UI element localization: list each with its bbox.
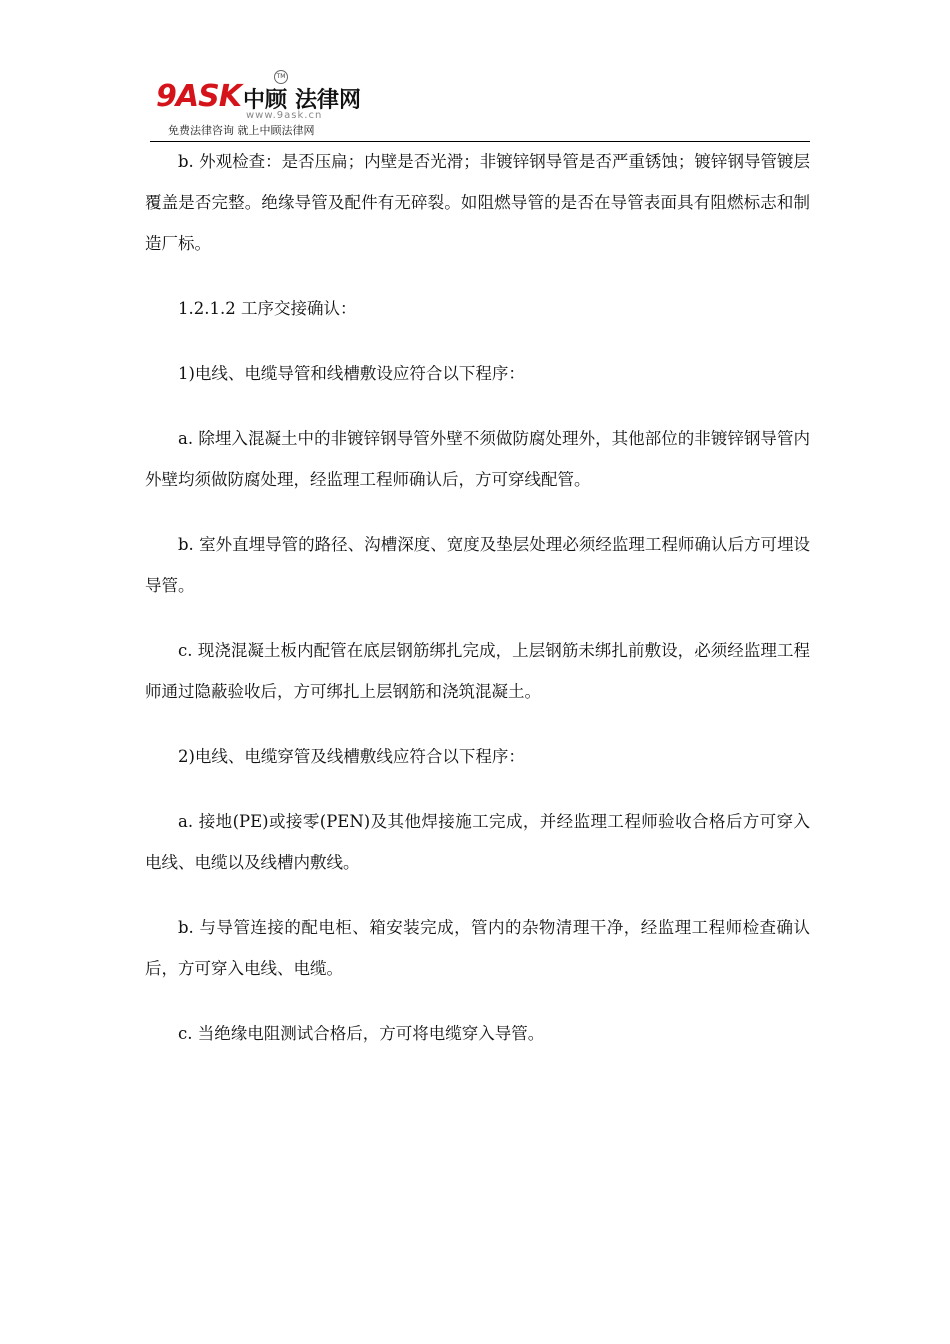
paragraph-8: a. 接地(PE)或接零(PEN)及其他焊接施工完成，并经监理工程师验收合格后方可穿入电线、电缆以及线槽内敷线。 [145,812,810,872]
paragraph-7: 2)电线、电缆穿管及线槽敷线应符合以下程序： [178,747,525,766]
logo-slogan: 免费法律咨询 就上中顾法律网 [168,124,315,137]
paragraph-10: c. 当绝缘电阻测试合格后，方可将电缆穿入导管。 [178,1024,545,1043]
paragraph-9: b. 与导管连接的配电柜、箱安装完成，管内的杂物清理干净，经监理工程师检查确认后，方可穿入电线、电缆。 [145,918,810,978]
logo-cn-b: 法律网 [294,88,361,113]
paragraph-3: 1)电线、电缆导管和线槽敷设应符合以下程序： [178,364,525,383]
trademark-icon: TM [274,70,288,84]
site-logo[interactable] [156,68,376,138]
paragraph-6: c. 现浇混凝土板内配管在底层钢筋绑扎完成，上层钢筋未绑扎前敷设，必须经监理工程师通过隐蔽验收后，方可绑扎上层钢筋和浇筑混凝土。 [145,641,810,701]
document-body [145,141,810,1054]
paragraph-1: b. 外观检查：是否压扁；内壁是否光滑；非镀锌钢导管是否严重锈蚀；镀锌钢导管镀层覆盖是否完整。绝缘导管及配件有无碎裂。如阻燃导管的是否在导管表面具有阻燃标志和制造厂标。 [145,152,810,253]
page-header [150,68,810,142]
paragraph-4: a. 除埋入混凝土中的非镀锌钢导管外壁不须做防腐处理外，其他部位的非镀锌钢导管内外壁均须做防腐处理，经监理工程师确认后，方可穿线配管。 [145,429,810,489]
logo-cn-a: 中顾 [242,88,287,113]
logo-wordmark [156,74,361,112]
paragraph-2: 1.2.1.2 工序交接确认： [178,299,357,318]
paragraph-5: b. 室外直埋导管的路径、沟槽深度、宽度及垫层处理必须经监理工程师确认后方可埋设导管。 [145,535,810,595]
logo-brand: 9ASK [156,79,241,114]
logo-url: www.9ask.cn [246,110,323,121]
